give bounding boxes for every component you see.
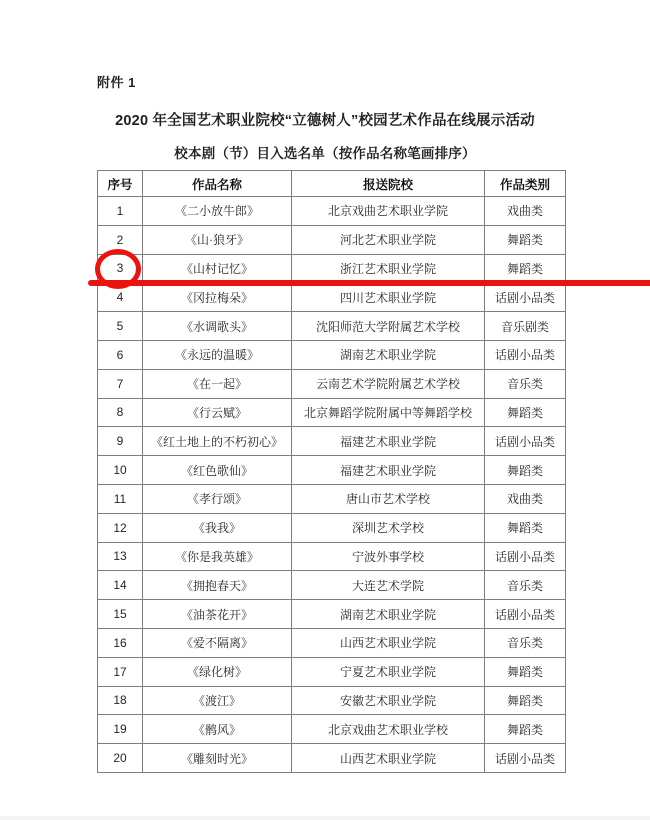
table-row (98, 571, 566, 600)
serial-number-cell: 8 (98, 398, 143, 427)
document-title: 2020 年全国艺术职业院校“立德树人”校园艺术作品在线展示活动 (115, 113, 535, 129)
work-title-cell: 《山村记忆》 (143, 254, 292, 283)
serial-number-cell: 3 (98, 254, 143, 283)
table-row (98, 312, 566, 341)
work-title-cell: 《爱不隔离》 (143, 628, 292, 657)
work-title-cell: 《拥抱春天》 (143, 571, 292, 600)
work-title-cell: 《水调歌头》 (143, 312, 292, 341)
table-row (98, 628, 566, 657)
header-work-category: 作品类别 (485, 171, 566, 197)
school-name-cell: 深圳艺术学校 (292, 513, 485, 542)
category-cell: 音乐类 (485, 369, 566, 398)
attachment-label: 附件 1 (97, 75, 136, 90)
work-title-cell: 《鹘风》 (143, 715, 292, 744)
work-title-cell: 《红土地上的不朽初心》 (143, 427, 292, 456)
work-title-cell: 《在一起》 (143, 369, 292, 398)
table-row (98, 513, 566, 542)
work-title-cell: 《你是我英雄》 (143, 542, 292, 571)
serial-number-cell: 4 (98, 283, 143, 312)
category-cell: 话剧小品类 (485, 340, 566, 369)
category-cell: 话剧小品类 (485, 542, 566, 571)
work-title-cell: 《山·狼牙》 (143, 225, 292, 254)
table-row (98, 283, 566, 312)
table-row (98, 456, 566, 485)
school-name-cell: 湖南艺术职业学院 (292, 340, 485, 369)
serial-number-cell: 9 (98, 427, 143, 456)
school-name-cell: 山西艺术职业学院 (292, 628, 485, 657)
work-title-cell: 《雕刻时光》 (143, 744, 292, 773)
serial-number-cell: 7 (98, 369, 143, 398)
table-row (98, 484, 566, 513)
serial-number-cell: 19 (98, 715, 143, 744)
table-row (98, 744, 566, 773)
category-cell: 话剧小品类 (485, 283, 566, 312)
school-name-cell: 北京舞蹈学院附属中等舞蹈学校 (292, 398, 485, 427)
school-name-cell: 云南艺术学院附属艺术学校 (292, 369, 485, 398)
table-header-row (98, 171, 566, 197)
work-title-cell: 《绿化树》 (143, 657, 292, 686)
table-row (98, 542, 566, 571)
header-serial-number: 序号 (98, 171, 143, 197)
serial-number-cell: 16 (98, 628, 143, 657)
school-name-cell: 福建艺术职业学院 (292, 456, 485, 485)
work-title-cell: 《永远的温暖》 (143, 340, 292, 369)
red-underline-annotation (88, 280, 650, 286)
category-cell: 舞蹈类 (485, 456, 566, 485)
header-work-title: 作品名称 (143, 171, 292, 197)
serial-number-cell: 14 (98, 571, 143, 600)
work-title-cell: 《冈拉梅朵》 (143, 283, 292, 312)
work-title-cell: 《我我》 (143, 513, 292, 542)
table-row (98, 657, 566, 686)
school-name-cell: 大连艺术学院 (292, 571, 485, 600)
work-title-cell: 《孝行颂》 (143, 484, 292, 513)
page-bottom-edge (0, 816, 650, 820)
school-name-cell: 湖南艺术职业学院 (292, 600, 485, 629)
serial-number-cell: 2 (98, 225, 143, 254)
category-cell: 舞蹈类 (485, 657, 566, 686)
work-title-cell: 《行云赋》 (143, 398, 292, 427)
selection-list-table (97, 170, 566, 773)
table-row (98, 715, 566, 744)
table-row (98, 686, 566, 715)
work-title-cell: 《红色歌仙》 (143, 456, 292, 485)
work-title-cell: 《油茶花开》 (143, 600, 292, 629)
school-name-cell: 宁夏艺术职业学院 (292, 657, 485, 686)
document-subtitle: 校本剧（节）目入选名单（按作品名称笔画排序） (174, 146, 476, 161)
table-row (98, 398, 566, 427)
serial-number-cell: 1 (98, 197, 143, 226)
school-name-cell: 福建艺术职业学院 (292, 427, 485, 456)
serial-number-cell: 10 (98, 456, 143, 485)
category-cell: 舞蹈类 (485, 225, 566, 254)
category-cell: 舞蹈类 (485, 686, 566, 715)
work-title-cell: 《二小放牛郎》 (143, 197, 292, 226)
serial-number-cell: 17 (98, 657, 143, 686)
school-name-cell: 宁波外事学校 (292, 542, 485, 571)
school-name-cell: 山西艺术职业学院 (292, 744, 485, 773)
school-name-cell: 北京戏曲艺术职业学院 (292, 197, 485, 226)
table-row (98, 197, 566, 226)
school-name-cell: 北京戏曲艺术职业学校 (292, 715, 485, 744)
category-cell: 舞蹈类 (485, 398, 566, 427)
table-row (98, 427, 566, 456)
school-name-cell: 沈阳师范大学附属艺术学校 (292, 312, 485, 341)
category-cell: 话剧小品类 (485, 744, 566, 773)
serial-number-cell: 6 (98, 340, 143, 369)
school-name-cell: 唐山市艺术学校 (292, 484, 485, 513)
serial-number-cell: 12 (98, 513, 143, 542)
table-row (98, 340, 566, 369)
school-name-cell: 四川艺术职业学院 (292, 283, 485, 312)
header-submitting-school: 报送院校 (292, 171, 485, 197)
serial-number-cell: 13 (98, 542, 143, 571)
table-row (98, 369, 566, 398)
serial-number-cell: 5 (98, 312, 143, 341)
category-cell: 话剧小品类 (485, 427, 566, 456)
category-cell: 舞蹈类 (485, 254, 566, 283)
work-title-cell: 《渡江》 (143, 686, 292, 715)
category-cell: 舞蹈类 (485, 715, 566, 744)
category-cell: 舞蹈类 (485, 513, 566, 542)
school-name-cell: 河北艺术职业学院 (292, 225, 485, 254)
category-cell: 戏曲类 (485, 484, 566, 513)
serial-number-cell: 18 (98, 686, 143, 715)
category-cell: 音乐剧类 (485, 312, 566, 341)
category-cell: 话剧小品类 (485, 600, 566, 629)
category-cell: 戏曲类 (485, 197, 566, 226)
serial-number-cell: 15 (98, 600, 143, 629)
serial-number-cell: 20 (98, 744, 143, 773)
category-cell: 音乐类 (485, 628, 566, 657)
category-cell: 音乐类 (485, 571, 566, 600)
table-row (98, 254, 566, 283)
table-row (98, 600, 566, 629)
red-circle-annotation (95, 249, 141, 289)
table-row (98, 225, 566, 254)
school-name-cell: 安徽艺术职业学院 (292, 686, 485, 715)
school-name-cell: 浙江艺术职业学院 (292, 254, 485, 283)
serial-number-cell: 11 (98, 484, 143, 513)
